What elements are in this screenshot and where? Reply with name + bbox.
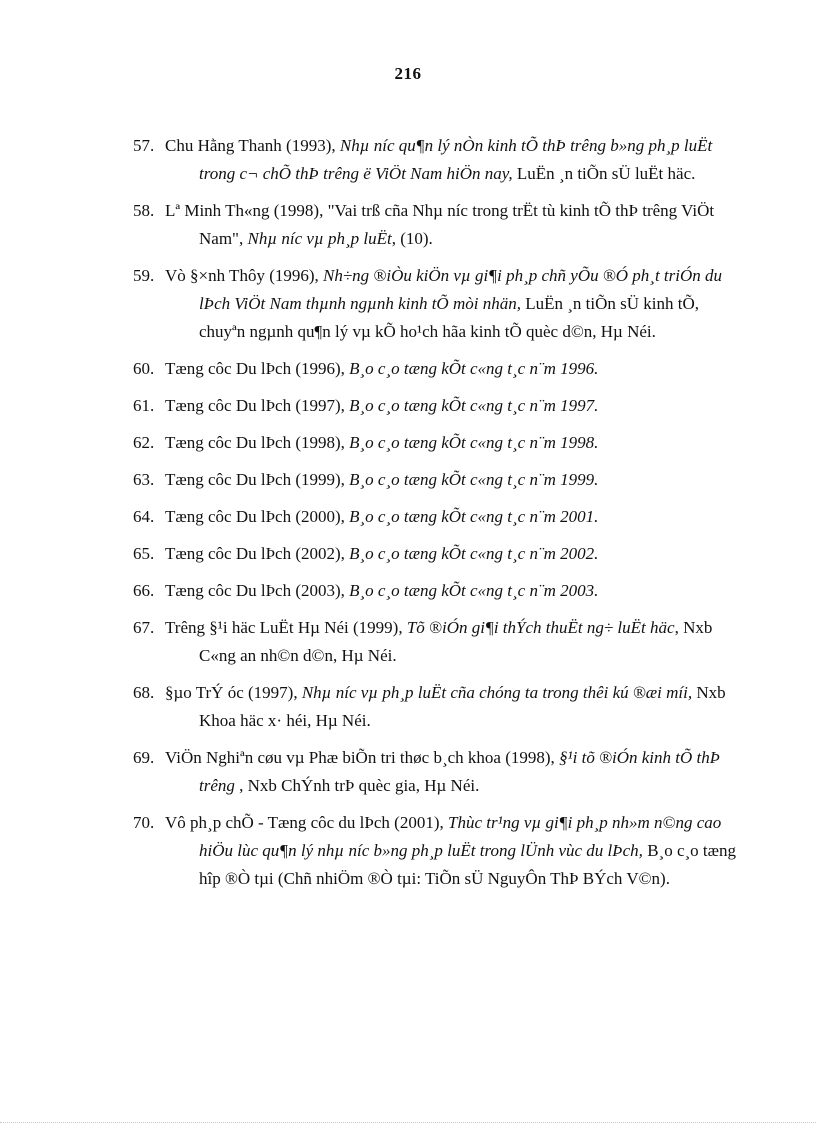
reference-item — [133, 809, 741, 893]
reference-item — [133, 744, 741, 800]
reference-author: Tæng côc Du lÞch (1996), — [165, 359, 350, 378]
reference-details: LuËn ¸n tiÕn sÜ kinh tÕ, chuyªn ngµnh qu¶n lý vµ kÕ ho¹ch hãa kinh tÕ quèc d©n, Hµ Néi. — [199, 294, 699, 341]
reference-number: 60. — [133, 359, 155, 378]
reference-item — [133, 466, 741, 494]
reference-title: B¸o c¸o tæng kÕt c«ng t¸c n¨m 2002. — [349, 544, 599, 563]
reference-item — [133, 429, 741, 457]
reference-details: , (10). — [391, 229, 433, 248]
reference-author: Tæng côc Du lÞch (2000), — [165, 507, 350, 526]
reference-item — [133, 679, 741, 735]
reference-item — [133, 132, 741, 188]
reference-number: 64. — [133, 507, 155, 526]
reference-number: 59. — [133, 266, 155, 285]
reference-author: Vò §×nh Thôy (1996), — [165, 266, 324, 285]
reference-item — [133, 503, 741, 531]
reference-item — [133, 197, 741, 253]
reference-number: 68. — [133, 683, 155, 702]
reference-author: Vô ph¸p chÕ - Tæng côc du lÞch (2001), — [165, 813, 448, 832]
reference-title: B¸o c¸o tæng kÕt c«ng t¸c n¨m 2001. — [349, 507, 599, 526]
reference-item — [133, 392, 741, 420]
reference-title: Nh÷ng ®iÒu kiÖn vµ gi¶i ph¸p chñ yÕu ®Ó ph¸t triÓn du lÞch ViÖt Nam thµnh ngµnh kinh tÕ mòi nhän, — [199, 266, 723, 313]
reference-author: Tæng côc Du lÞch (2003), — [165, 581, 350, 600]
reference-author: Tæng côc Du lÞch (1999), — [165, 470, 350, 489]
reference-number: 70. — [133, 813, 155, 832]
reference-details: B¸o c¸o tæng hîp ®Ò tµi (Chñ nhiÖm ®Ò tµi: TiÕn sÜ NguyÔn ThÞ BÝch V©n). — [199, 841, 736, 888]
reference-title: B¸o c¸o tæng kÕt c«ng t¸c n¨m 1999. — [349, 470, 599, 489]
reference-title: Thùc tr¹ng vµ gi¶i ph¸p nh»m n©ng cao hiÖu lùc qu¶n lý nhµ níc b»ng ph¸p luËt trong lÜnh vùc du lÞch, — [199, 813, 722, 860]
reference-author: Tæng côc Du lÞch (1997), — [165, 396, 350, 415]
reference-item — [133, 355, 741, 383]
reference-author: Tæng côc Du lÞch (1998), — [165, 433, 350, 452]
reference-title: Nhµ níc vµ ph¸p luËt cña chóng ta trong thêi kú ®æi míi, — [301, 683, 693, 702]
reference-author: §µo TrÝ óc (1997), — [165, 683, 302, 702]
reference-author: ViÖn Nghiªn cøu vµ Phæ biÕn tri thøc b¸ch khoa (1998), — [165, 748, 560, 767]
reference-number: 66. — [133, 581, 155, 600]
reference-author: Chu Hằng Thanh (1993), — [165, 136, 340, 155]
reference-details: , Nxb ChÝnh trÞ quèc gia, Hµ Néi. — [239, 776, 480, 795]
reference-number: 57. — [133, 136, 155, 155]
reference-number: 65. — [133, 544, 155, 563]
reference-title: B¸o c¸o tæng kÕt c«ng t¸c n¨m 2003. — [349, 581, 599, 600]
reference-author: Tæng côc Du lÞch (2002), — [165, 544, 350, 563]
reference-title: B¸o c¸o tæng kÕt c«ng t¸c n¨m 1997. — [349, 396, 599, 415]
reference-title: §¹i tõ ®iÓn kinh tÕ thÞ trêng — [199, 748, 721, 795]
reference-item — [133, 540, 741, 568]
reference-author: Trêng §¹i häc LuËt Hµ Néi (1999), — [165, 618, 407, 637]
reference-number: 61. — [133, 396, 155, 415]
reference-list — [133, 132, 741, 902]
reference-details: Nxb Khoa häc x· héi, Hµ Néi. — [199, 683, 726, 730]
reference-details: , Nxb C«ng an nh©n d©n, Hµ Néi. — [199, 618, 713, 665]
reference-author: Lª Minh Th«ng (1998), "Vai trß cña Nhµ níc trong trËt tù kinh tÕ thÞ trêng ViÖt Nam", — [165, 201, 715, 248]
reference-details: LuËn ¸n tiÕn sÜ luËt häc. — [512, 164, 696, 183]
reference-title: Nhµ níc qu¶n lý nÒn kinh tÕ thÞ trêng b»ng ph¸p luËt trong c¬ chÕ thÞ trêng ë ViÖt Nam hiÖn nay, — [199, 136, 713, 183]
reference-number: 69. — [133, 748, 155, 767]
reference-item — [133, 577, 741, 605]
reference-number: 58. — [133, 201, 155, 220]
reference-item — [133, 262, 741, 346]
reference-title: B¸o c¸o tæng kÕt c«ng t¸c n¨m 1996. — [349, 359, 599, 378]
reference-title: B¸o c¸o tæng kÕt c«ng t¸c n¨m 1998. — [349, 433, 599, 452]
reference-number: 62. — [133, 433, 155, 452]
page-number: 216 — [394, 64, 422, 83]
reference-item — [133, 614, 741, 670]
reference-title: Tõ ®iÓn gi¶i thÝch thuËt ng÷ luËt häc — [406, 618, 675, 637]
reference-number: 63. — [133, 470, 155, 489]
reference-title: Nhµ níc vµ ph¸p luËt — [247, 229, 392, 248]
reference-number: 67. — [133, 618, 155, 637]
